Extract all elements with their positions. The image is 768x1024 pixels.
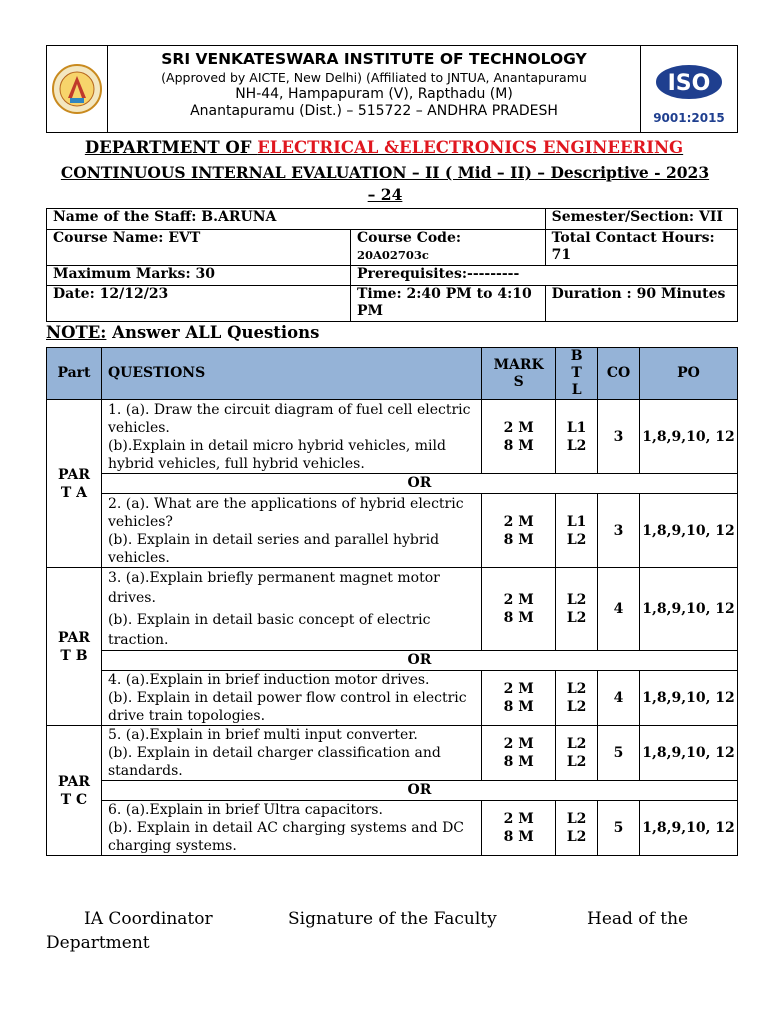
btl-cell: L2 L2 <box>556 801 598 856</box>
part-label: PART C <box>47 726 102 856</box>
signature-ia-coordinator: IA Coordinator <box>84 909 213 929</box>
total-contact-hours: Total Contact Hours: 71 <box>545 230 737 266</box>
header-co: CO <box>598 348 640 400</box>
institute-details <box>107 46 641 132</box>
note-text: Answer ALL Questions <box>106 323 320 342</box>
table-row <box>47 726 738 781</box>
btl-cell: L2 L2 <box>556 726 598 781</box>
co-cell: 3 <box>598 494 640 568</box>
table-row <box>47 494 738 568</box>
or-separator: OR <box>101 474 737 494</box>
course-code: 20A02703c <box>357 248 429 262</box>
prerequisites: Prerequisites:--------- <box>351 266 738 286</box>
co-cell: 4 <box>598 671 640 726</box>
semester-section: Semester/Section: VII <box>545 209 737 230</box>
po-cell: 1,8,9,10, 12 <box>640 801 738 856</box>
question-cell: 1. (a). Draw the circuit diagram of fuel cell electric vehicles. (b).Explain in detail micro hybrid vehicles, mild hybrid vehicles, full hybrid vehicles. <box>101 400 481 474</box>
co-cell: 4 <box>598 568 640 651</box>
btl-cell: L2 L2 <box>556 568 598 651</box>
institute-logo <box>47 46 108 132</box>
maximum-marks: Maximum Marks: 30 <box>47 266 351 286</box>
header-marks: MARKS <box>482 348 556 400</box>
po-cell: 1,8,9,10, 12 <box>640 400 738 474</box>
header-po: PO <box>640 348 738 400</box>
question-cell: 5. (a).Explain in brief multi input converter. (b). Explain in detail charger classification and standards. <box>101 726 481 781</box>
btl-cell: L1 L2 <box>556 494 598 568</box>
address-line-1: NH-44, Hampapuram (V), Rapthadu (M) <box>235 86 513 102</box>
table-header-row <box>47 348 738 400</box>
course-code-label: Course Code: <box>357 230 462 246</box>
question-cell: 2. (a). What are the applications of hybrid electric vehicles? (b). Explain in detail series and parallel hybrid vehicles. <box>101 494 481 568</box>
table-row <box>47 400 738 474</box>
or-separator: OR <box>101 781 737 801</box>
approval-text: (Approved by AICTE, New Delhi) (Affiliated to JNTUA, Anantapuramu <box>161 70 587 85</box>
marks-cell: 2 M 8 M <box>482 568 556 651</box>
po-cell: 1,8,9,10, 12 <box>640 726 738 781</box>
marks-cell: 2 M 8 M <box>482 494 556 568</box>
department-prefix: DEPARTMENT OF <box>84 138 258 157</box>
exam-time: Time: 2:40 PM to 4:10 PM <box>351 286 546 322</box>
part-label: PART A <box>47 400 102 568</box>
question-cell: 4. (a).Explain in brief induction motor drives. (b). Explain in detail power flow control in electric drive train topologies. <box>101 671 481 726</box>
exam-title: CONTINUOUS INTERNAL EVALUATION – II ( Mid – II) – Descriptive - 2023 – 24 <box>60 163 710 204</box>
signature-hod: Head of the <box>587 909 689 929</box>
co-cell: 3 <box>598 400 640 474</box>
po-cell: 1,8,9,10, 12 <box>640 494 738 568</box>
exam-duration: Duration : 90 Minutes <box>545 286 737 322</box>
note <box>46 323 319 342</box>
table-row <box>47 671 738 726</box>
iso-certification-logo <box>640 46 737 132</box>
institute-header <box>46 45 738 133</box>
header-part: Part <box>47 348 102 400</box>
iso-number: 9001:2015 <box>653 111 725 125</box>
department-name: ELECTRICAL &ELECTRONICS ENGINEERING <box>257 138 684 157</box>
staff-name: Name of the Staff: B.ARUNA <box>47 209 546 230</box>
co-cell: 5 <box>598 726 640 781</box>
or-separator: OR <box>101 651 737 671</box>
marks-cell: 2 M 8 M <box>482 726 556 781</box>
btl-cell: L2 L2 <box>556 671 598 726</box>
signature-faculty: Signature of the Faculty <box>288 909 497 929</box>
marks-cell: 2 M 8 M <box>482 400 556 474</box>
marks-cell: 2 M 8 M <box>482 801 556 856</box>
address-line-2: Anantapuramu (Dist.) – 515722 – ANDHRA PRADESH <box>190 103 558 119</box>
exam-date: Date: 12/12/23 <box>47 286 351 322</box>
signature-hod-department: Department <box>46 933 150 953</box>
course-info-table <box>46 208 738 322</box>
note-label: NOTE: <box>46 323 107 342</box>
header-btl: BTL <box>556 348 598 400</box>
iso-logo-text: ISO <box>667 71 711 96</box>
course-code-cell <box>351 230 546 266</box>
question-cell: 3. (a).Explain briefly permanent magnet motor drives. (b). Explain in detail basic concept of electric traction. <box>101 568 481 651</box>
department-title <box>0 138 768 157</box>
institute-name: SRI VENKATESWARA INSTITUTE OF TECHNOLOGY <box>161 50 587 68</box>
question-cell: 6. (a).Explain in brief Ultra capacitors. (b). Explain in detail AC charging systems and DC charging systems. <box>101 801 481 856</box>
po-cell: 1,8,9,10, 12 <box>640 671 738 726</box>
course-name: Course Name: EVT <box>47 230 351 266</box>
table-row <box>47 568 738 651</box>
po-cell: 1,8,9,10, 12 <box>640 568 738 651</box>
part-label: PART B <box>47 568 102 726</box>
header-questions: QUESTIONS <box>101 348 481 400</box>
questions-table <box>46 347 738 856</box>
co-cell: 5 <box>598 801 640 856</box>
btl-cell: L1 L2 <box>556 400 598 474</box>
marks-cell: 2 M 8 M <box>482 671 556 726</box>
table-row <box>47 801 738 856</box>
